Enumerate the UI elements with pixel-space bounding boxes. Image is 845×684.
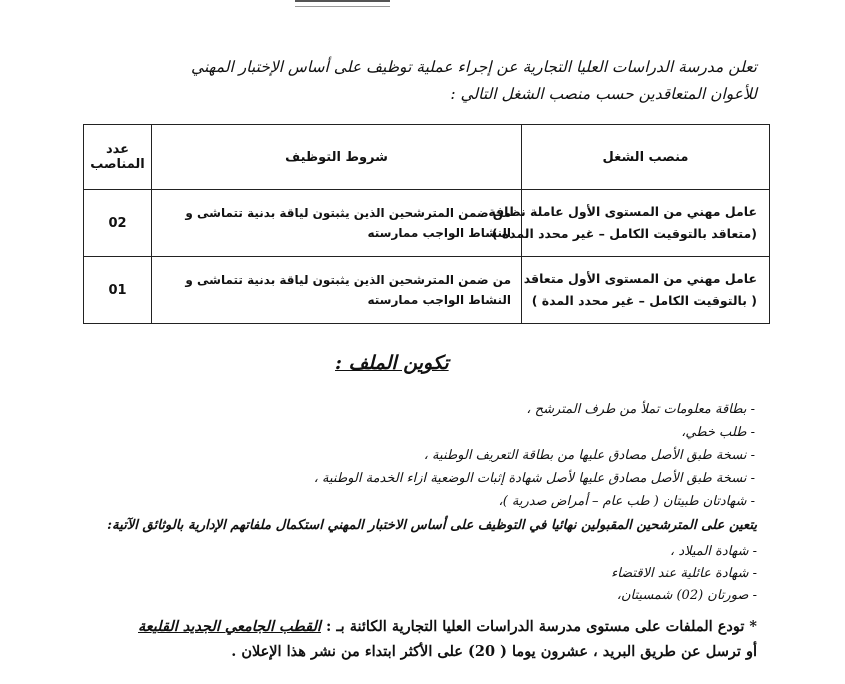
list-item: - نسخة طبق الأصل مصادق عليها لأصل شهادة إثبات الوضعية ازاء الخدمة الوطنية ،	[155, 467, 755, 490]
campus-location: القطب الجامعي الجديد القليعة	[138, 618, 321, 635]
dossier-title: تكوين الملف :	[335, 352, 449, 374]
table-row	[84, 190, 770, 257]
header-position: منصب الشغل	[522, 125, 770, 190]
header-rule	[295, 0, 390, 7]
list-item: - طلب خطي،	[155, 421, 755, 444]
footer-part1: * تودع الملفات على مستوى مدرسة الدراسات العليا التجارية الكائنة بـ :	[326, 618, 757, 635]
list-item: - شهادة الميلاد ،	[257, 541, 757, 563]
table-row	[84, 257, 770, 324]
list-item: - بطاقة معلومات تملأ من طرف المترشح ،	[155, 398, 755, 421]
position-title: عامل مهني من المستوى الأول عاملة نظافة	[488, 204, 757, 219]
intro-line-2: للأعوان المتعاقدين حسب منصب الشغل التالي :	[450, 85, 757, 103]
position-cell	[522, 257, 770, 324]
table-header-row	[84, 125, 770, 190]
count-cell: 02	[84, 190, 152, 257]
conditions-cell: من ضمن المترشحين الذين يثبتون لياقة بدنية تتماشى و النشاط الواجب ممارسته	[152, 190, 522, 257]
footer-line-2: أو ترسل عن طريق البريد ، عشرون يوما ( 20) على الأكثر ابتداء من نشر هذا الإعلان .	[231, 643, 757, 660]
header-count-line2: المناصب	[90, 157, 145, 172]
header-count	[84, 125, 152, 190]
position-cell	[488, 190, 770, 257]
count-cell: 01	[84, 257, 152, 324]
position-contract: ( بالتوقيت الكامل – غير محدد المدة )	[531, 293, 757, 308]
footer-line-1	[37, 614, 757, 639]
dossier-list	[155, 398, 755, 513]
header-conditions: شروط التوظيف	[152, 125, 522, 190]
list-item: - نسخة طبق الأصل مصادق عليها من بطاقة التعريف الوطنية ،	[155, 444, 755, 467]
announcement-intro	[37, 54, 757, 108]
positions-table	[83, 124, 770, 324]
list-item: - صورتان (02) شمسيتان،	[257, 585, 757, 607]
intro-line-1: تعلن مدرسة الدراسات العليا التجارية عن إجراء عملية توظيف على أساس الإختبار المهني	[191, 58, 757, 76]
after-acceptance-text: يتعين على المترشحين المقبولين نهائيا في التوظيف على أساس الاختبار المهني استكمال ملفاتهم الإدارية بالوثائق الآتية:	[107, 518, 757, 533]
conditions-cell: من ضمن المترشحين الذين يثبتون لياقة بدنية تتماشى و النشاط الواجب ممارسته	[152, 257, 522, 324]
after-acceptance-list	[257, 541, 757, 607]
position-contract: (متعاقد بالتوقيت الكامل – غير محدد المدة )	[491, 226, 757, 241]
header-count-line1: عدد	[105, 142, 130, 157]
submission-notice	[37, 614, 757, 664]
list-item: - شهادتان طبيتان ( طب عام – أمراض صدرية )،	[155, 490, 755, 513]
list-item: - شهادة عائلية عند الاقتضاء	[257, 563, 757, 585]
position-title: عامل مهني من المستوى الأول متعاقد	[523, 271, 757, 286]
